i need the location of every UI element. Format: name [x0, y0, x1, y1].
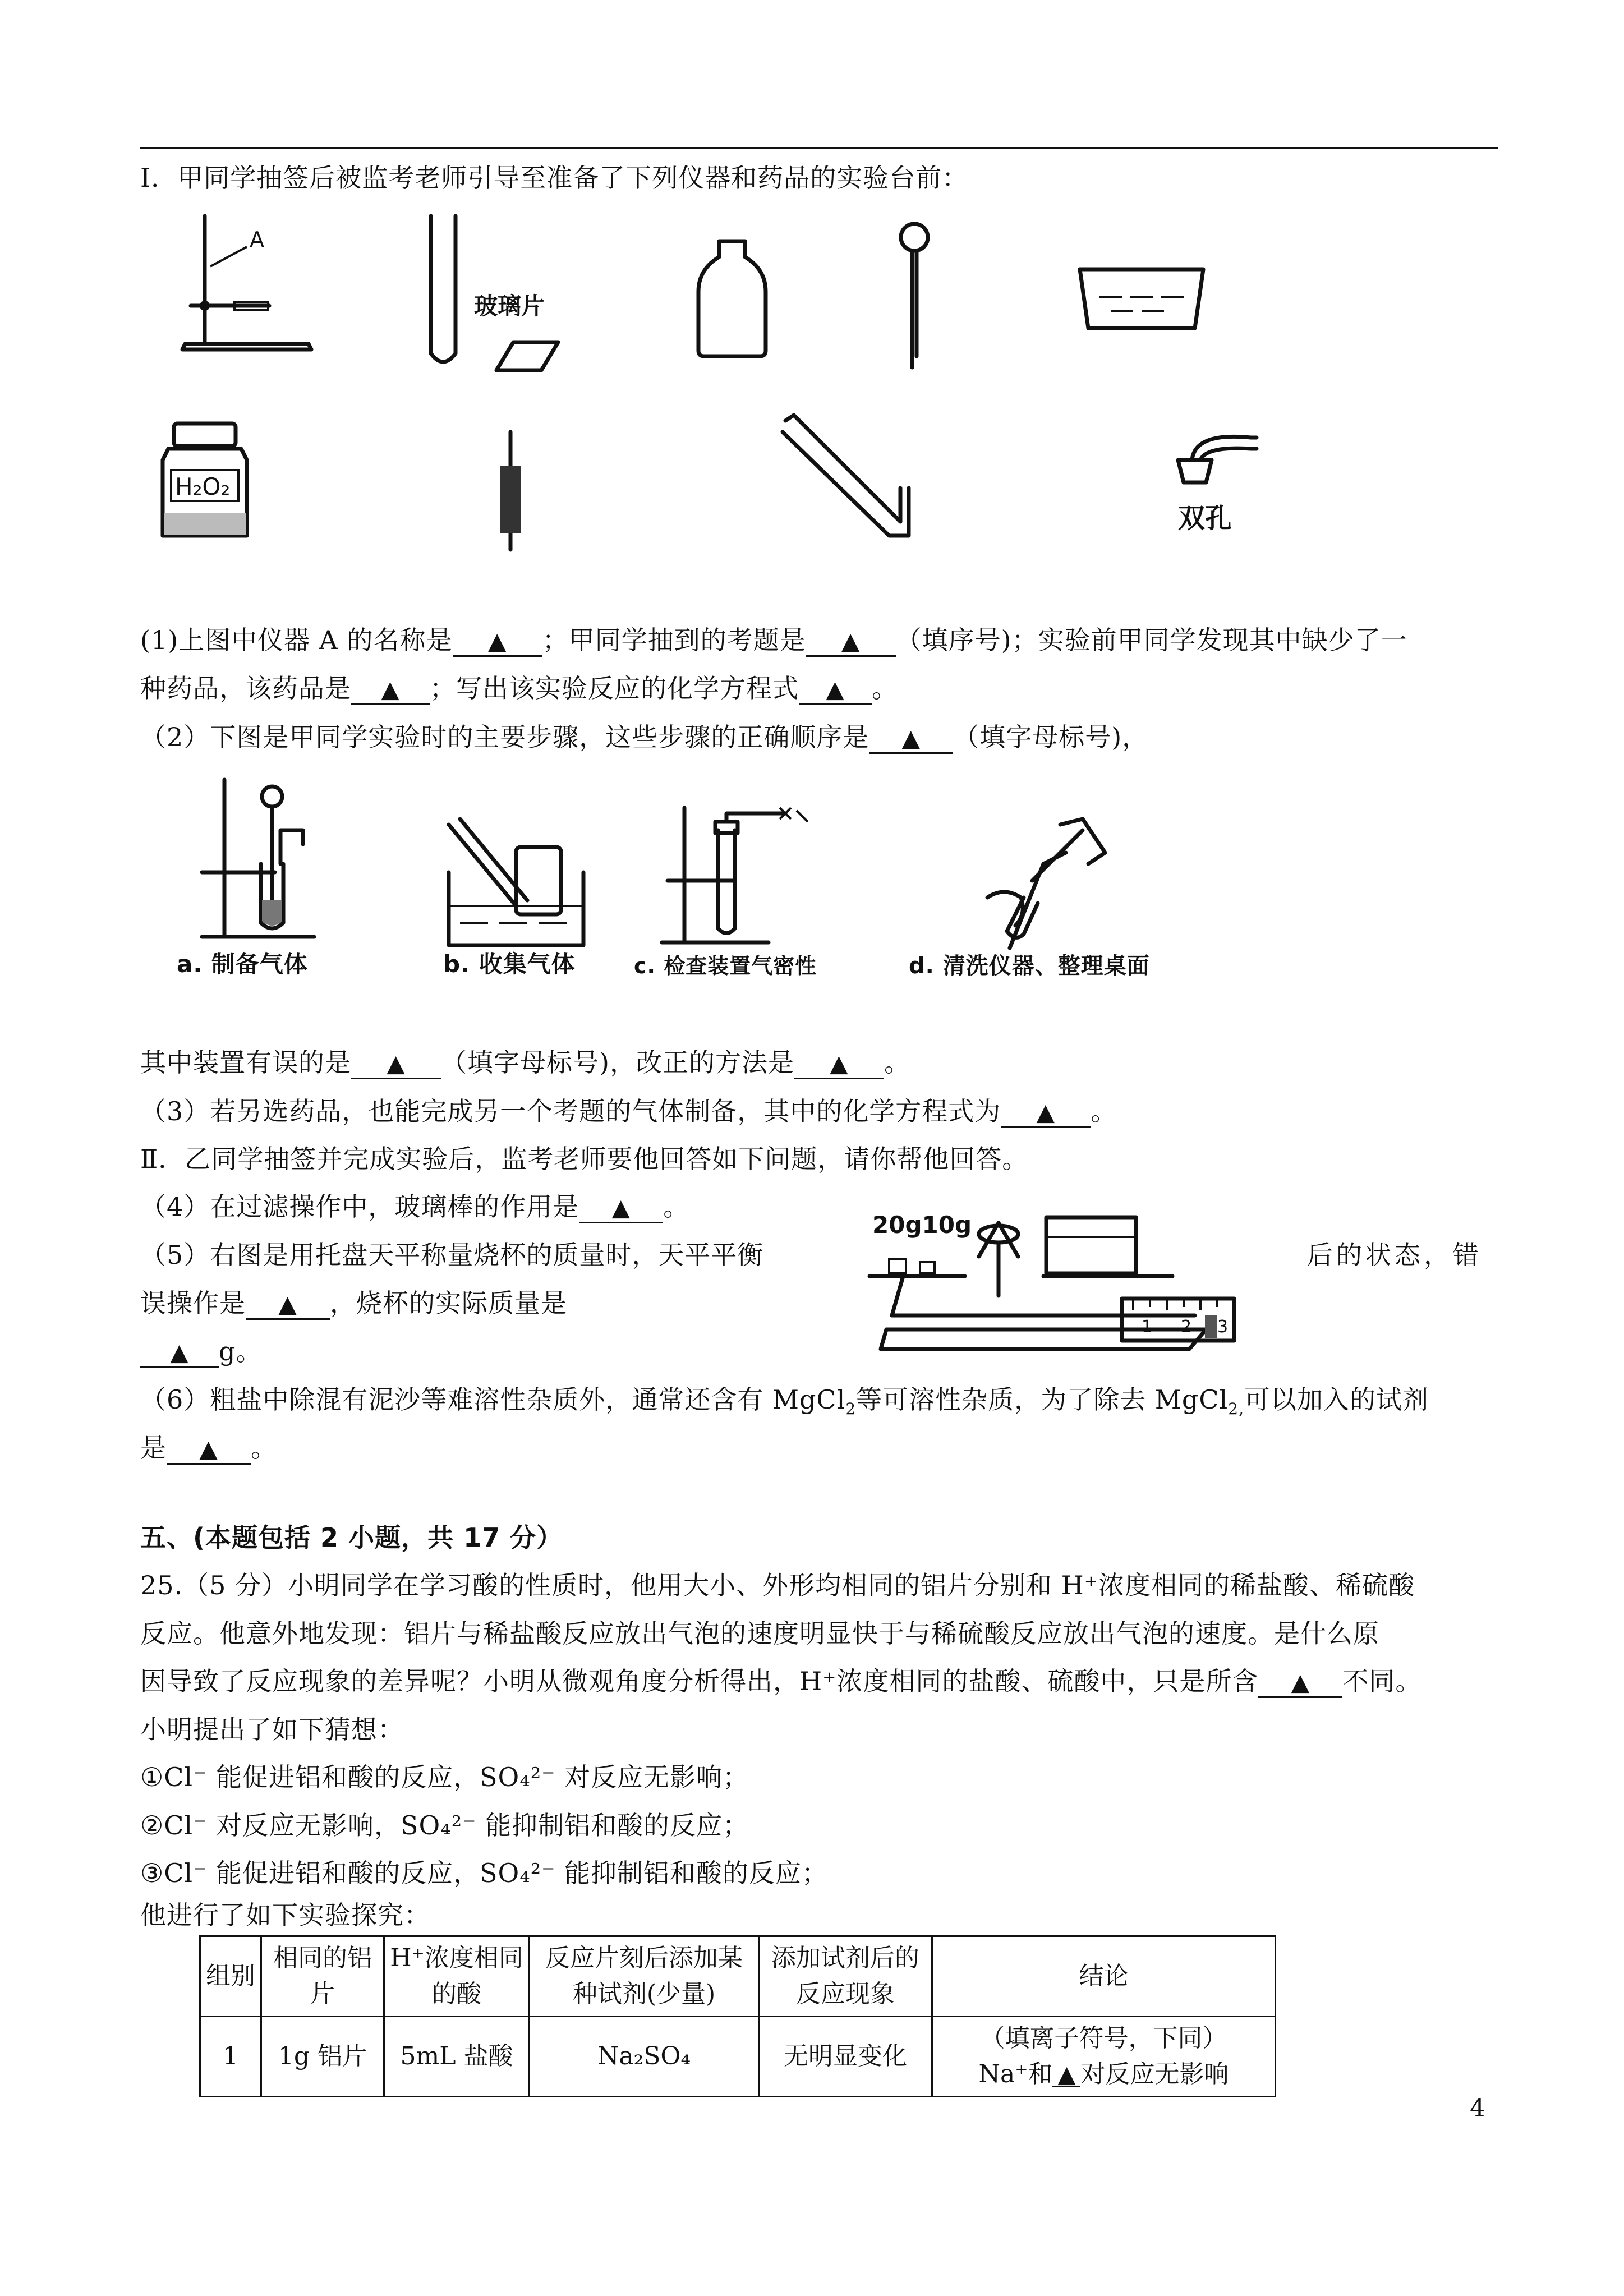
q2-part5-line2: 误操作是 ▲ ，烧杯的实际质量是 — [140, 1287, 567, 1320]
table-conclusion-cell: （填离子符号，下同） Na⁺和 ▲ 对反应无影响 — [932, 2017, 1276, 2097]
label-a: A — [250, 227, 264, 252]
q25-line5: 他进行了如下实验探究： — [140, 1900, 430, 1930]
step-a-label: a. 制备气体 — [177, 950, 308, 978]
double-hole-stopper-figure — [1167, 432, 1279, 550]
label-double-hole: 双孔 — [1178, 503, 1232, 534]
scale-tick-3: 3 — [1217, 1317, 1229, 1337]
step-a-figure — [191, 780, 337, 948]
q1-intro: I．甲同学抽签后被监考老师引导至准备了下列仪器和药品的实验台前： — [140, 163, 969, 193]
hypothesis-3: ③Cl⁻ 能促进铝和酸的反应，SO₄²⁻ 能抑制铝和酸的反应； — [140, 1858, 829, 1888]
basin-figure — [1077, 266, 1206, 334]
label-h2o2: H₂O₂ — [175, 473, 231, 500]
balance-figure — [858, 1212, 1240, 1358]
hypothesis-2: ②Cl⁻ 对反应无影响，SO₄²⁻ 能抑制铝和酸的反应； — [140, 1810, 749, 1841]
q1-error-line: 其中装置有误的是 ▲ （填字母标号)，改正的方法是 ▲ 。 — [140, 1046, 910, 1079]
table-cell: 5mL 盐酸 — [384, 2017, 530, 2097]
scale-tick-2: 2 — [1181, 1317, 1192, 1337]
h2o2-bottle-figure — [157, 421, 252, 544]
bent-tube-figure — [783, 415, 928, 544]
step-c-figure — [656, 808, 825, 948]
q25-line3: 因导致了反应现象的差异呢？小明从微观角度分析得出，H⁺浓度相同的盐酸、硫酸中，只是所含 ▲ 不同。 — [140, 1665, 1421, 1698]
brush-figure — [494, 432, 527, 555]
table-cell: 1g 铝片 — [261, 2017, 384, 2097]
q2-part6-line2: 是 ▲ 。 — [140, 1432, 277, 1465]
q2-part5-line3: ▲ g。 — [140, 1335, 262, 1368]
table-cell: 1 — [200, 2017, 261, 2097]
table-header-cell: 结论 — [932, 1936, 1276, 2017]
q2-intro: Ⅱ．乙同学抽签并完成实验后，监考老师要他回答如下问题，请你帮他回答。 — [140, 1144, 1029, 1174]
step-c-label: c. 检查装置气密性 — [634, 954, 817, 978]
dropper-figure — [898, 222, 931, 373]
q1-part1-line1: (1)上图中仪器 A 的名称是 ▲ ；甲同学抽到的考题是 ▲ （填序号)；实验前甲同学发现其中缺少了一 — [140, 624, 1407, 657]
glass-slide-figure — [474, 292, 603, 381]
step-b-figure — [438, 816, 595, 951]
q25-line1: 25.（5 分）小明同学在学习酸的性质时，他用大小、外形均相同的铝片分别和 H⁺浓度相同的稀盐酸、稀硫酸 — [140, 1570, 1415, 1600]
table-header-cell: H⁺浓度相同的酸 — [384, 1936, 530, 2017]
q2-part5-line1b: 后的状态，错 — [1307, 1240, 1482, 1270]
step-d-label: d. 清洗仪器、整理桌面 — [909, 953, 1150, 979]
step-b-label: b. 收集气体 — [443, 950, 576, 978]
q25-line4: 小明提出了如下猜想： — [140, 1714, 404, 1745]
scale-tick-1: 1 — [1142, 1317, 1153, 1337]
q1-part1-line2: 种药品，该药品是 ▲ ；写出该实验反应的化学方程式 ▲ 。 — [140, 672, 898, 705]
table-row — [200, 2017, 1276, 2097]
table-header-row — [200, 1936, 1276, 2017]
step-d-figure — [976, 819, 1122, 948]
q2-part6-line1: （6）粗盐中除混有泥沙等难溶性杂质外，通常还含有 MgCl$_2$等可溶性杂质，为了除去 MgCl$_{2,}$可以加入的试剂 — [140, 1384, 1429, 1419]
table-cell: 无明显变化 — [759, 2017, 932, 2097]
test-tube-figure — [426, 216, 460, 373]
q2-part4: （4）在过滤操作中，玻璃棒的作用是 ▲ 。 — [140, 1190, 689, 1223]
q25-line2: 反应。他意外地发现：铝片与稀盐酸反应放出气泡的速度明显快于与稀硫酸反应放出气泡的速度。是什么原 — [140, 1618, 1379, 1649]
page-number: 4 — [1470, 2094, 1486, 2123]
table-header-cell: 添加试剂后的反应现象 — [759, 1936, 932, 2017]
table-header-cell: 相同的铝片 — [261, 1936, 384, 2017]
table-header-cell: 组别 — [200, 1936, 261, 2017]
iron-stand-figure — [168, 216, 314, 351]
gas-jar-figure — [696, 241, 769, 359]
q1-part2: （2）下图是甲同学实验时的主要步骤，这些步骤的正确顺序是 ▲ （填字母标号)， — [140, 721, 1148, 754]
table-header-cell: 反应片刻后添加某种试剂(少量) — [530, 1936, 759, 2017]
q1-part3: （3）若另选药品，也能完成另一个考题的气体制备，其中的化学方程式为 ▲ 。 — [140, 1095, 1117, 1128]
header-rule — [140, 147, 1498, 149]
hypothesis-1: ①Cl⁻ 能促进铝和酸的反应，SO₄²⁻ 对反应无影响； — [140, 1762, 749, 1792]
section5-heading: 五、(本题包括 2 小题，共 17 分） — [140, 1522, 563, 1553]
experiment-table — [199, 1935, 1276, 2097]
balance-weights-label: 20g10g — [872, 1211, 972, 1239]
label-glass: 玻璃片 — [474, 292, 545, 320]
table-cell: Na₂SO₄ — [530, 2017, 759, 2097]
q2-part5-line1a: （5）右图是用托盘天平称量烧杯的质量时，天平平衡 — [140, 1240, 764, 1270]
